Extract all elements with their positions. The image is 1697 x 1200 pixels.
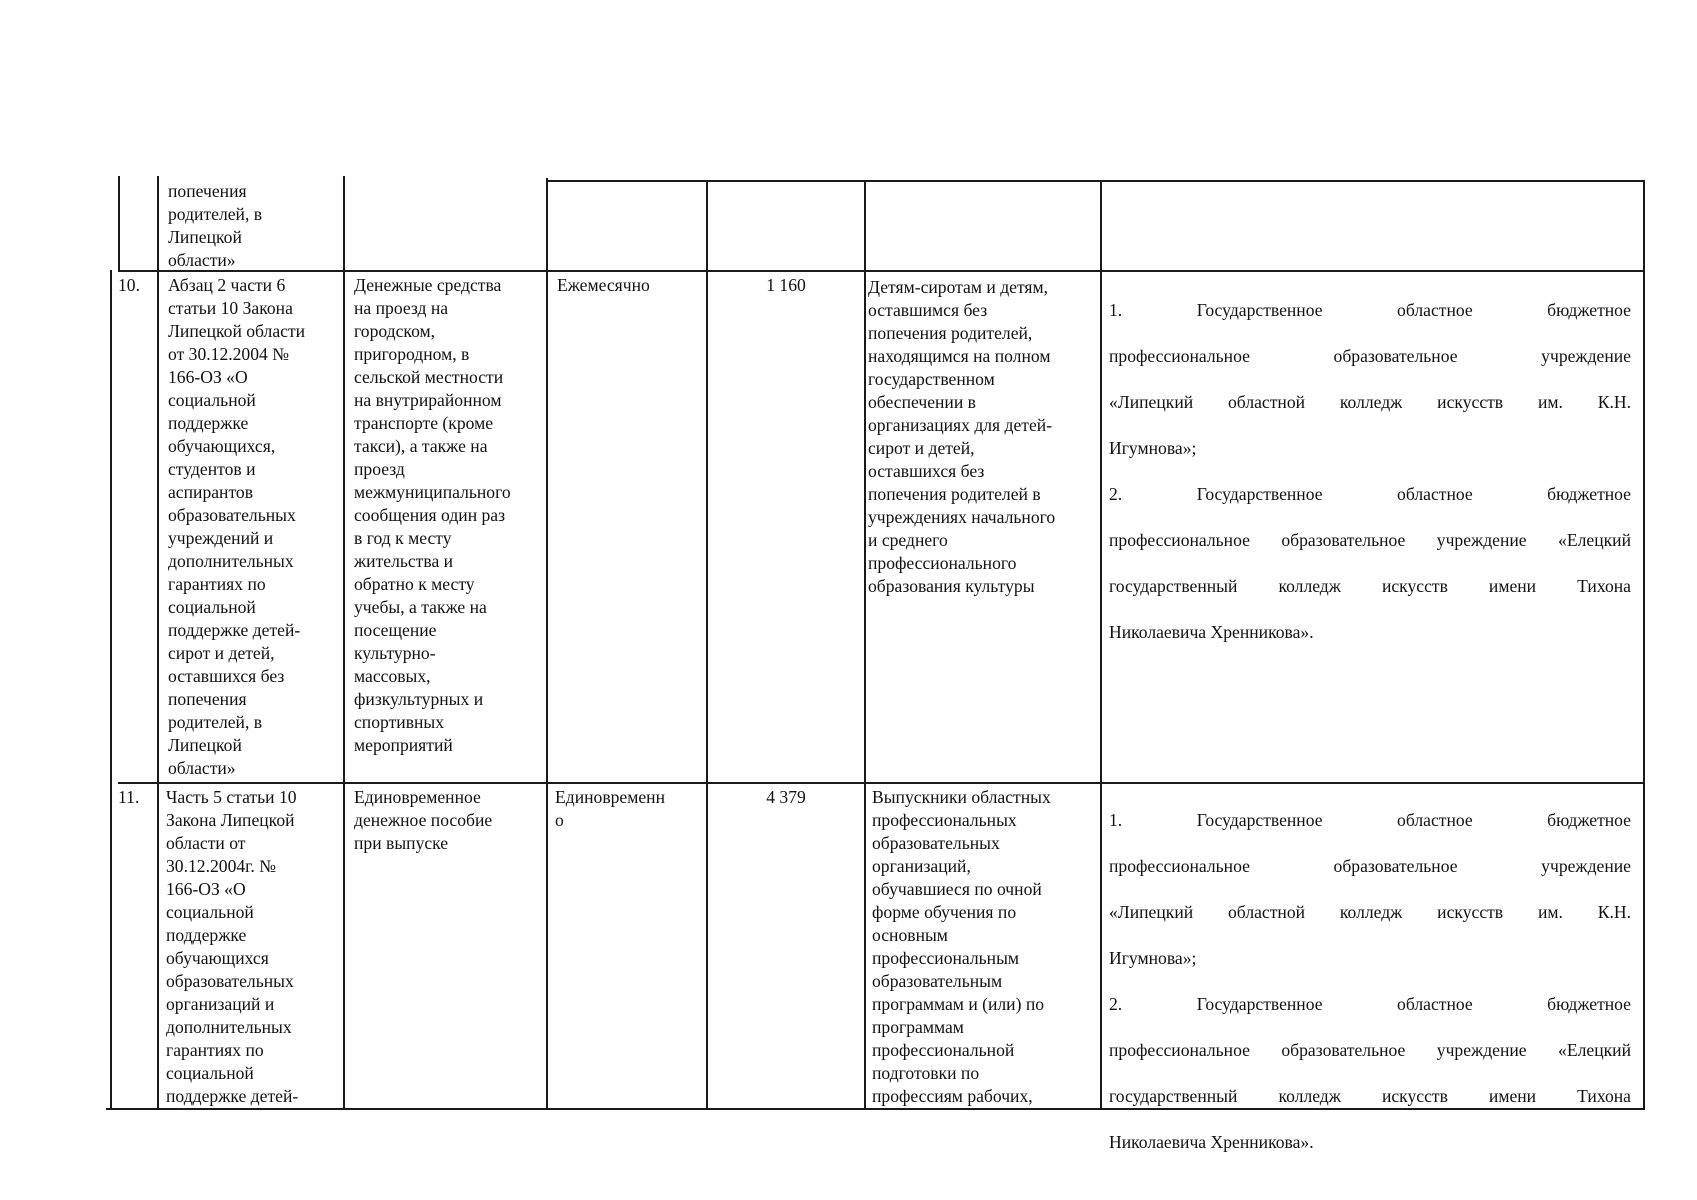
- institution-line: государственный колледж искусств имени Тихона: [1109, 576, 1631, 596]
- institution-line: профессиональное образовательное учреждение: [1109, 856, 1631, 876]
- law-reference-cell: попечения родителей, в Липецкой области»: [168, 181, 263, 270]
- row-divider-10: [118, 270, 1644, 272]
- col-line-6: [1100, 180, 1102, 1108]
- amount-cell: 4 379: [766, 787, 806, 807]
- amount-cell: 1 160: [766, 275, 806, 295]
- row-divider-top-right: [546, 180, 1644, 182]
- institution-line: государственный колледж искусств имени Тихона: [1109, 1086, 1631, 1106]
- payment-type-cell: Единовременное денежное пособие при выпуске: [354, 787, 493, 853]
- institution-line: 1. Государственное областное бюджетное: [1109, 300, 1631, 320]
- frequency-cell: Ежемесячно: [557, 275, 650, 295]
- institution-line: профессиональное образовательное учреждение «Елецкий: [1109, 1040, 1631, 1060]
- institution-line: профессиональное образовательное учреждение: [1109, 346, 1631, 366]
- law-reference-cell: Часть 5 статьи 10 Закона Липецкой области от 30.12.2004г. № 166-ОЗ «О социальной поддержке обучающихся образовательных организаций и дополнительных гарантиях по социальной поддержке детей-: [166, 787, 299, 1106]
- law-reference-cell: Абзац 2 части 6 статьи 10 Закона Липецкой области от 30.12.2004 № 166-ОЗ «О социальной поддержке обучающихся, студентов и аспирантов образовательных учреждений и дополнительных гарантиях по социальной поддержке детей- сирот и детей, оставшихся без попечения родителей, в Липецкой области»: [168, 275, 306, 778]
- frequency-cell: Единовременн о: [555, 787, 666, 830]
- payment-type-cell: Денежные средства на проезд на городском, пригородном, в сельской местности на внутрирайонном транспорте (кроме такси), а также на проезд межмуниципального сообщения один раз в год к месту жительства и обратно к месту учебы, а также на посещение культурно- массовых, физкультурных и спортивных мероприятий: [354, 275, 511, 755]
- institution-line: 1. Государственное областное бюджетное: [1109, 810, 1631, 830]
- col-line-4: [706, 180, 708, 1108]
- institution-line: профессиональное образовательное учреждение «Елецкий: [1109, 530, 1631, 550]
- institution-line: Игумнова»;: [1109, 948, 1197, 968]
- institution-line: «Липецкий областной колледж искусств им. К.Н.: [1109, 902, 1631, 922]
- institutions-cell: [1109, 276, 1631, 667]
- institutions-cell: [1109, 786, 1631, 1177]
- col-line-left: [110, 270, 112, 1108]
- recipients-cell: Детям-сиротам и детям, оставшимся без попечения родителей, находящимся на полном государственном обеспечении в организациях для детей- сирот и детей, оставшихся без попечения родителей в учреждениях начального и среднего профессионального образования культуры: [868, 277, 1056, 596]
- col-line-right: [1643, 180, 1645, 1110]
- col-line-3: [546, 178, 548, 1108]
- row-number: 11.: [118, 787, 140, 807]
- institution-line: Игумнова»;: [1109, 438, 1197, 458]
- col-line-1: [157, 176, 159, 1108]
- recipients-cell: Выпускники областных профессиональных образовательных организаций, обучавшиеся по очной форме обучения по основным профессиональным образовательным программам и (или) по программам профессиональной подготовки по профессиям рабочих,: [872, 787, 1051, 1106]
- institution-line: «Липецкий областной колледж искусств им. К.Н.: [1109, 392, 1631, 412]
- institution-line: 2. Государственное областное бюджетное: [1109, 484, 1631, 504]
- institution-line: Николаевича Хренникова».: [1109, 622, 1314, 642]
- col-line-left-top: [118, 176, 120, 270]
- row-number: 10.: [118, 275, 140, 295]
- institution-line: Николаевича Хренникова».: [1109, 1132, 1314, 1152]
- institution-line: 2. Государственное областное бюджетное: [1109, 994, 1631, 1014]
- col-line-5: [864, 180, 866, 1108]
- col-line-2: [343, 176, 345, 1108]
- row-divider-11: [118, 782, 1644, 784]
